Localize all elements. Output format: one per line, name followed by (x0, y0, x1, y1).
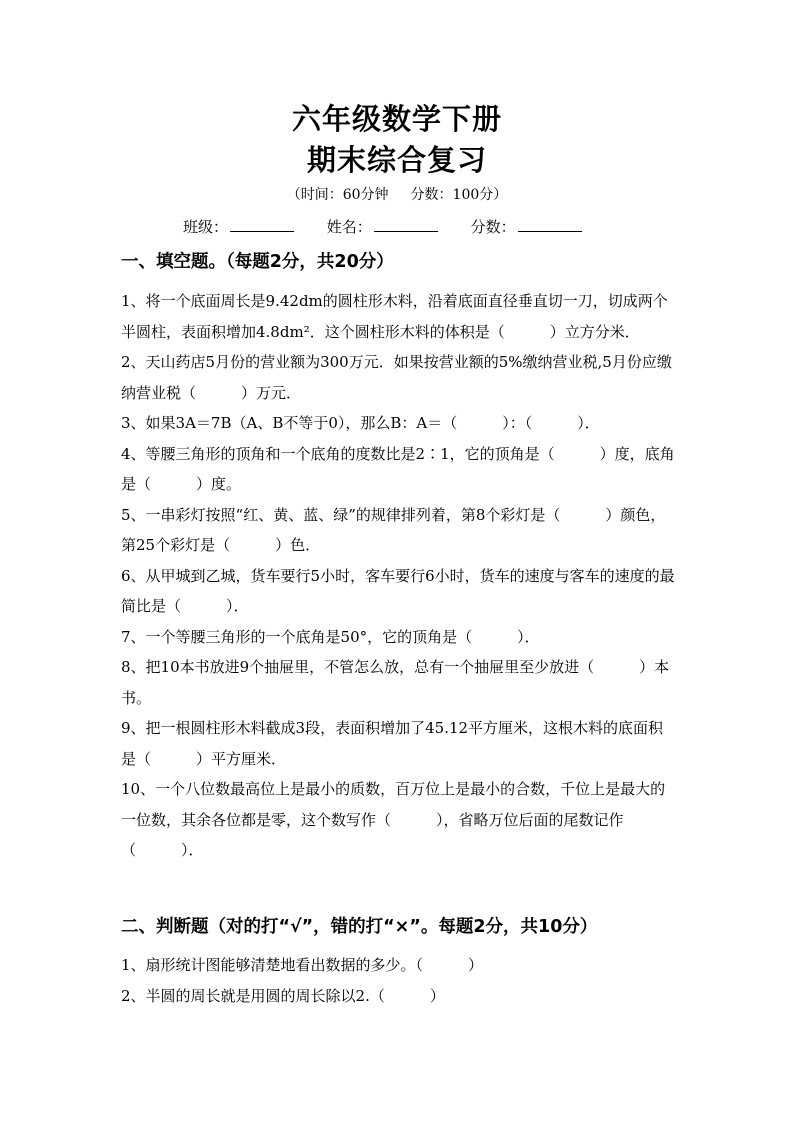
exam-time: （时间：60分钟 (286, 187, 389, 203)
question-item: 2、天山药店5月份的营业额为300万元．如果按营业额的5%缴纳营业税,5月份应缴纳营业税（ ）万元． (121, 353, 672, 402)
class-blank[interactable] (230, 215, 294, 232)
name-label: 姓名： (326, 218, 372, 236)
question-item: 7、一个等腰三角形的一个底角是50°，它的顶角是（ ）． (121, 627, 540, 646)
section-heading-fill-blank: 一、填空题。（每题2分，共20分） (121, 252, 394, 272)
question-item: 1、将一个底面周长是9.42dm的圆柱形木料，沿着底面直径垂直切一刀，切成两个半圆柱，表面积增加4.8dm²．这个圆柱形木料的体积是（ ）立方分米． (121, 292, 668, 341)
question-item: 1、扇形统计图能够清楚地看出数据的多少。（ ） (121, 956, 484, 974)
question-item: 10、一个八位数最高位上是最小的质数，百万位上是最小的合数，千位上是最大的一位数，其余各位都是零，这个数写作（ ），省略万位后面的尾数记作（ ）． (121, 780, 666, 859)
question-item: 3、如果3A＝7B（A、B不等于0），那么B：A＝（ ）：（ ）． (121, 414, 600, 432)
score-blank[interactable] (518, 215, 582, 232)
class-label: 班级： (183, 218, 229, 236)
section-heading-true-false: 二、判断题（对的打“√”，错的打“×”。每题2分，共10分） (121, 917, 598, 937)
exam-info (0, 184, 794, 206)
score-field[interactable] (471, 215, 582, 239)
question-item: 2、半圆的周长就是用圆的周长除以2.（ ） (121, 986, 445, 1005)
score-label: 分数： (470, 218, 516, 236)
page-title: 六年级数学下册 (291, 102, 502, 136)
question-item: 8、把10本书放进9个抽屉里，不管怎么放，总有一个抽屉里至少放进（ ）本书。 (121, 658, 670, 707)
true-false-questions (121, 950, 677, 1011)
page-subtitle: 期末综合复习 (306, 143, 487, 177)
name-field[interactable] (327, 215, 438, 239)
question-item: 4、等腰三角形的顶角和一个底角的度数比是2∶1，它的顶角是（ ）度，底角是（ ）度。 (121, 444, 675, 493)
question-item: 5、一串彩灯按照“红、黄、蓝、绿”的规律排列着，第8个彩灯是（ ）颜色，第25个彩灯是（ ）色． (121, 505, 666, 554)
question-item: 9、把一根圆柱形木料截成3段，表面积增加了45.12平方厘米，这根木料的底面积是（ ）平方厘米． (121, 719, 664, 768)
fill-blank-questions (121, 286, 677, 866)
question-item: 6、从甲城到乙城，货车要行5小时，客车要行6小时，货车的速度与客车的速度的最简比是（ ）． (121, 566, 675, 615)
name-blank[interactable] (374, 215, 438, 232)
class-field[interactable] (183, 215, 294, 239)
student-fields (183, 215, 610, 239)
exam-score: 分数：100分） (410, 187, 508, 203)
